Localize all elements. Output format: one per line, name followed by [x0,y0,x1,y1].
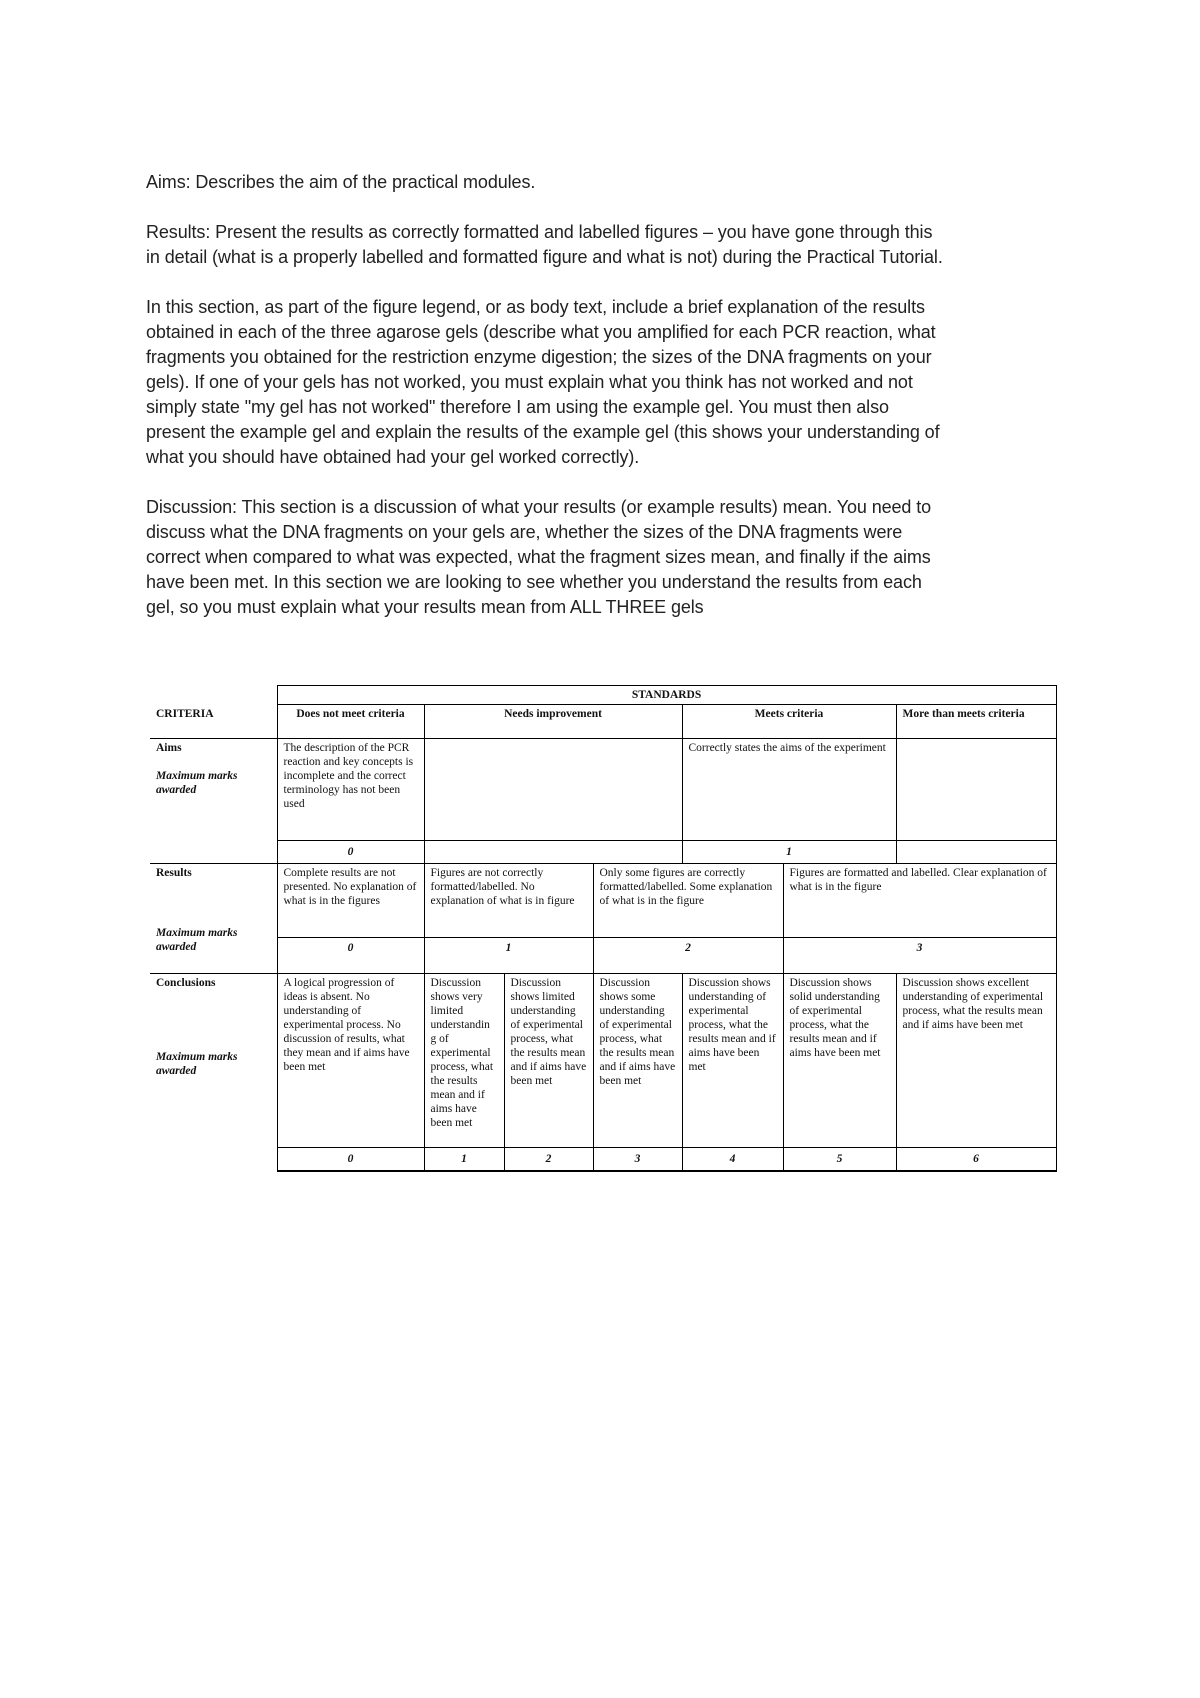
criteria-header-spacer [150,686,277,705]
aims-label: Aims [156,742,182,754]
discussion-paragraph: Discussion: This section is a discussion of what your results (or example results) mean. You need to discuss what the DNA fragments on your gels are, whether the sizes of the DNA fragments were correct when compared to what was expected, what the fragment sizes mean, and finally if the aims have been met. In this section we are looking to see whether you understand the results from each gel, so you must explain what your results mean from ALL THREE gels [146,497,932,617]
header-meets: Meets criteria [682,705,896,739]
aims-meets: Correctly states the aims of the experiment [682,739,896,841]
conclusions-label: Conclusions [156,977,216,989]
conclusions-level-1: Discussion shows very limited understandin g of experimental process, what the results mean and if aims have been met [424,974,504,1148]
results-label: Results [156,867,192,879]
conclusions-level-2: Discussion shows limited understanding of experimental process, what the results mean and if aims have been met [504,974,593,1148]
marking-rubric [150,685,1056,1180]
aims-more-than [896,739,1056,841]
instructions-text [146,170,1066,645]
conclusions-score-5: 5 [783,1148,896,1172]
aims-score-not-met: 0 [277,841,424,864]
header-needs-improvement: Needs improvement [424,705,682,739]
results-ni-b: Only some figures are correctly formatted/labelled. Some explanation of what is in the figure [593,864,783,938]
conclusions-score-3: 3 [593,1148,682,1172]
criteria-conclusions [150,974,277,1172]
header-more-than: More than meets criteria [896,705,1056,739]
standards-header: STANDARDS [277,686,1056,705]
aims-score-more-than [896,841,1056,864]
conclusions-level-6: Discussion shows excellent understanding of experimental process, what the results mean and if aims have been met [896,974,1056,1148]
conclusions-score-0: 0 [277,1148,424,1172]
aims-needs-improvement [424,739,682,841]
conclusions-level-5: Discussion shows solid understanding of experimental process, what the results mean and if aims have been met [783,974,896,1148]
aims-score-ni [424,841,682,864]
conclusions-score-1: 1 [424,1148,504,1172]
conclusions-level-3: Discussion shows some understanding of experimental process, what the results mean and if aims have been met [593,974,682,1148]
results-score-meets: 3 [783,938,1056,974]
results-score-ni-a: 1 [424,938,593,974]
conclusions-level-4: Discussion shows understanding of experimental process, what the results mean and if aims have been met [682,974,783,1148]
results-score-not-met: 0 [277,938,424,974]
criteria-header: CRITERIA [150,705,277,739]
aims-max-marks: Maximum marks awarded [156,770,238,796]
criteria-results [150,864,277,974]
conclusions-score-4: 4 [682,1148,783,1172]
criteria-aims [150,739,277,864]
results-score-ni-b: 2 [593,938,783,974]
header-not-met: Does not meet criteria [277,705,424,739]
results-meets: Figures are formatted and labelled. Clear explanation of what is in the figure [783,864,1056,938]
conclusions-max-marks: Maximum marks awarded [156,1051,238,1077]
rubric-table [150,685,1057,1172]
aims-paragraph: Aims: Describes the aim of the practical modules. [146,172,536,192]
section-paragraph: In this section, as part of the figure legend, or as body text, include a brief explanation of the results obtained in each of the three agarose gels (describe what you amplified for each PCR reaction, what fragments you obtained for the restriction enzyme digestion; the sizes of the DNA fragments on your gels). If one of your gels has not worked, you must explain what you think has not worked and not simply state "my gel has not worked" therefore I am using the example gel. You must then also present the example gel and explain the results of the example gel (this shows your understanding of what you should have obtained had your gel worked correctly). [146,297,940,467]
conclusions-not-met: A logical progression of ideas is absent. No understanding of experimental process. No discussion of results, what they mean and if aims have been met [277,974,424,1148]
conclusions-score-2: 2 [504,1148,593,1172]
results-paragraph: Results: Present the results as correctly formatted and labelled figures – you have gone through this in detail (what is a properly labelled and formatted figure and what is not) during the Practical Tutorial. [146,222,943,267]
results-ni-a: Figures are not correctly formatted/labelled. No explanation of what is in figure [424,864,593,938]
results-max-marks: Maximum marks awarded [156,927,238,953]
conclusions-score-6: 6 [896,1148,1056,1172]
aims-score-meets: 1 [682,841,896,864]
results-not-met: Complete results are not presented. No explanation of what is in the figures [277,864,424,938]
aims-not-met: The description of the PCR reaction and key concepts is incomplete and the correct terminology has not been used [277,739,424,841]
